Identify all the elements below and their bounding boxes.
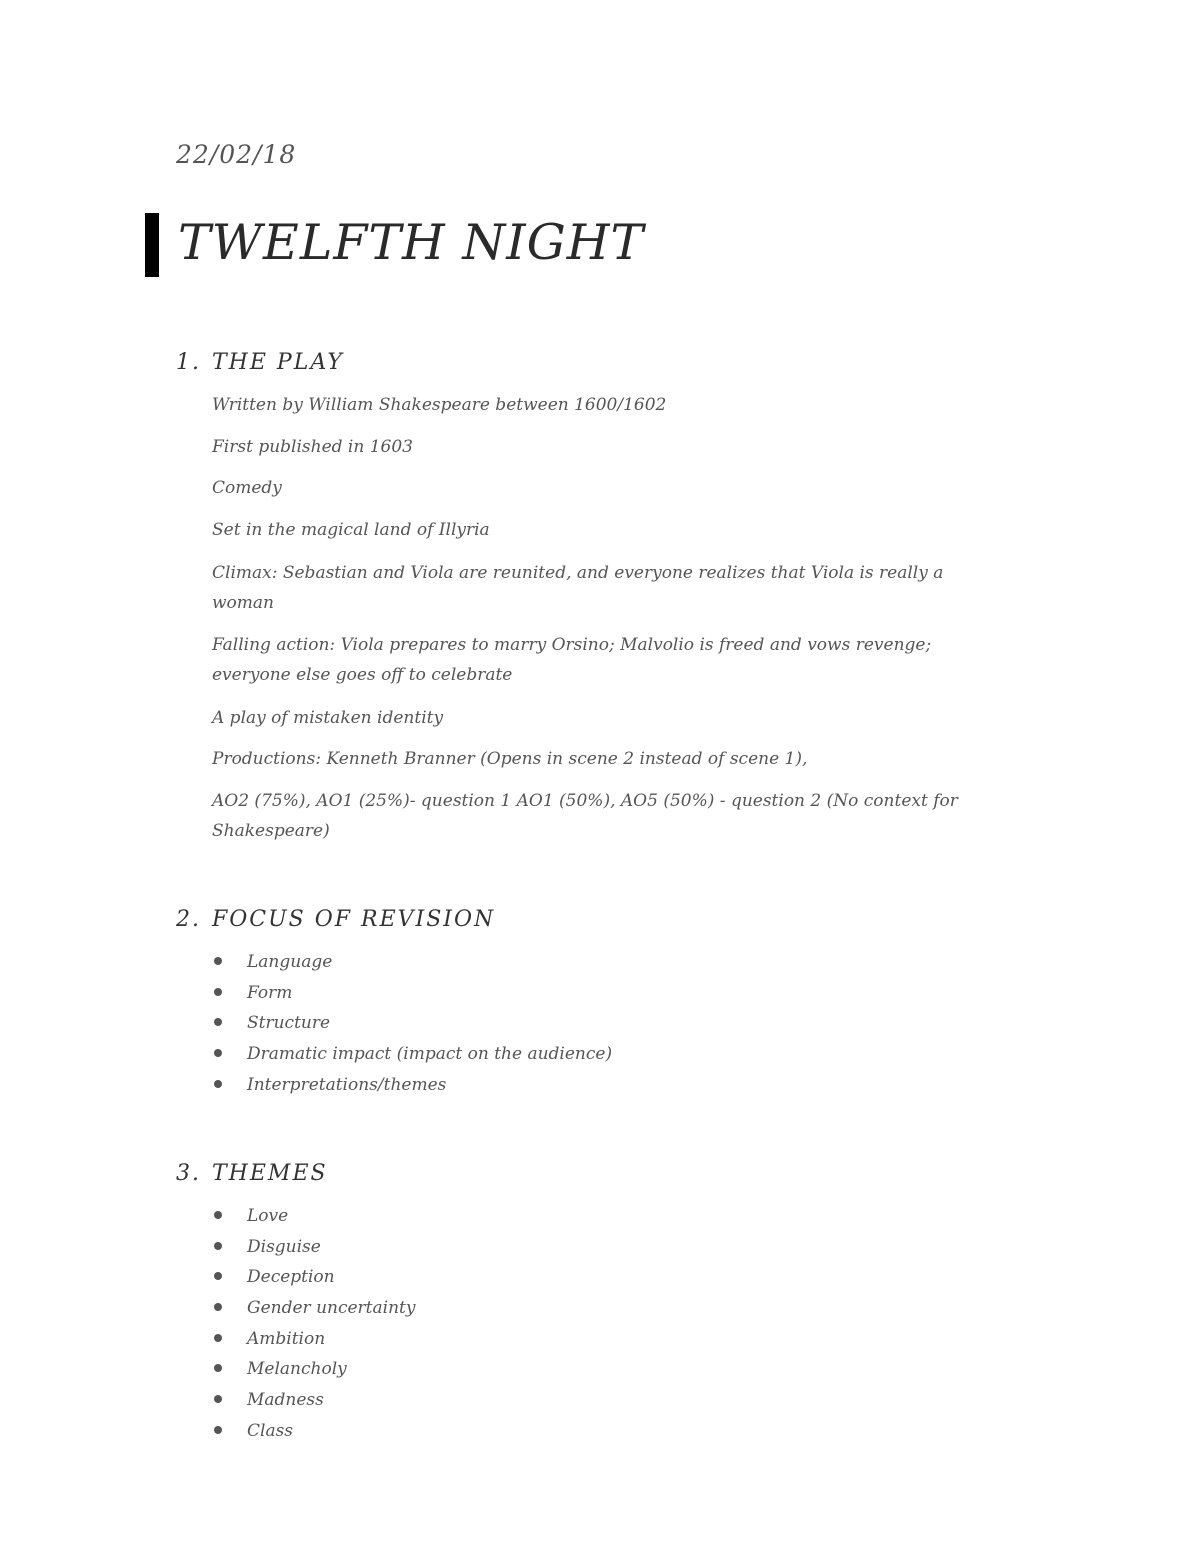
list-item — [212, 1008, 612, 1039]
list-item — [212, 1354, 415, 1385]
list-item-text: Ambition — [247, 1328, 326, 1349]
list-item-text: Melancholy — [247, 1359, 347, 1380]
section-heading-the-play — [176, 350, 344, 375]
bullet-icon — [214, 988, 222, 996]
paragraph: AO2 (75%), AO1 (25%)- question 1 AO1 (50%), AO5 (50%) - question 2 (No context for Shakespeare) — [212, 791, 958, 841]
section-title: FOCUS OF REVISION — [212, 907, 496, 932]
bullet-icon — [214, 1426, 222, 1434]
bullet-icon — [214, 1272, 222, 1280]
bullet-icon — [214, 1080, 222, 1088]
bullet-icon — [214, 1303, 222, 1311]
list-item — [212, 978, 612, 1009]
document-title: TWELFTH NIGHT — [178, 214, 645, 271]
document-date: 22/02/18 — [176, 140, 297, 169]
list-item-text: Love — [247, 1206, 289, 1226]
list-item — [212, 1232, 415, 1263]
list-item-text: Language — [247, 952, 333, 972]
list-item-text: Dramatic impact (impact on the audience) — [247, 1044, 613, 1065]
bullet-icon — [214, 1395, 222, 1403]
list-item-text: Structure — [247, 1013, 331, 1034]
bullet-icon — [214, 1364, 222, 1372]
paragraph: Written by William Shakespeare between 1600/1602 — [212, 395, 667, 415]
paragraph: First published in 1603 — [212, 437, 413, 457]
bullet-icon — [214, 1018, 222, 1026]
section-number: 1. — [176, 350, 201, 375]
paragraph: Falling action: Viola prepares to marry Orsino; Malvolio is freed and vows revenge; everyone else goes off to celebrate — [212, 635, 932, 685]
paragraph: Comedy — [212, 478, 282, 498]
list-item — [212, 1201, 415, 1232]
list-item-text: Disguise — [247, 1236, 321, 1257]
section-number: 3. — [176, 1161, 201, 1186]
section-title: THEMES — [212, 1161, 328, 1186]
list-item — [212, 1039, 612, 1070]
title-accent-bar — [145, 213, 159, 277]
list-item — [212, 1416, 415, 1447]
list-item-text: Class — [247, 1420, 294, 1441]
bullet-icon — [214, 1242, 222, 1250]
list-item — [212, 1293, 415, 1324]
list-item — [212, 947, 612, 978]
list-item-text: Madness — [247, 1390, 324, 1411]
list-item — [212, 1262, 415, 1293]
themes-list — [212, 1201, 415, 1447]
paragraph: Productions: Kenneth Branner (Opens in scene 2 instead of scene 1), — [212, 749, 808, 769]
paragraph: Set in the magical land of Illyria — [212, 520, 490, 540]
list-item — [212, 1385, 415, 1416]
paragraph: A play of mistaken identity — [212, 708, 444, 728]
section-number: 2. — [176, 907, 201, 932]
bullet-icon — [214, 957, 222, 965]
list-item-text: Gender uncertainty — [247, 1298, 416, 1319]
list-item-text: Form — [247, 982, 293, 1003]
bullet-icon — [214, 1334, 222, 1342]
bullet-icon — [214, 1211, 222, 1219]
bullet-icon — [214, 1049, 222, 1057]
list-item-text: Deception — [247, 1267, 335, 1288]
list-item — [212, 1324, 415, 1355]
section-heading-focus-of-revision — [176, 907, 495, 932]
focus-of-revision-list — [212, 947, 612, 1100]
paragraph: Climax: Sebastian and Viola are reunited, and everyone realizes that Viola is really a woman — [212, 563, 944, 613]
section-title: THE PLAY — [212, 350, 344, 375]
section-heading-themes — [176, 1161, 328, 1186]
list-item-text: Interpretations/themes — [247, 1074, 447, 1095]
list-item — [212, 1070, 612, 1101]
